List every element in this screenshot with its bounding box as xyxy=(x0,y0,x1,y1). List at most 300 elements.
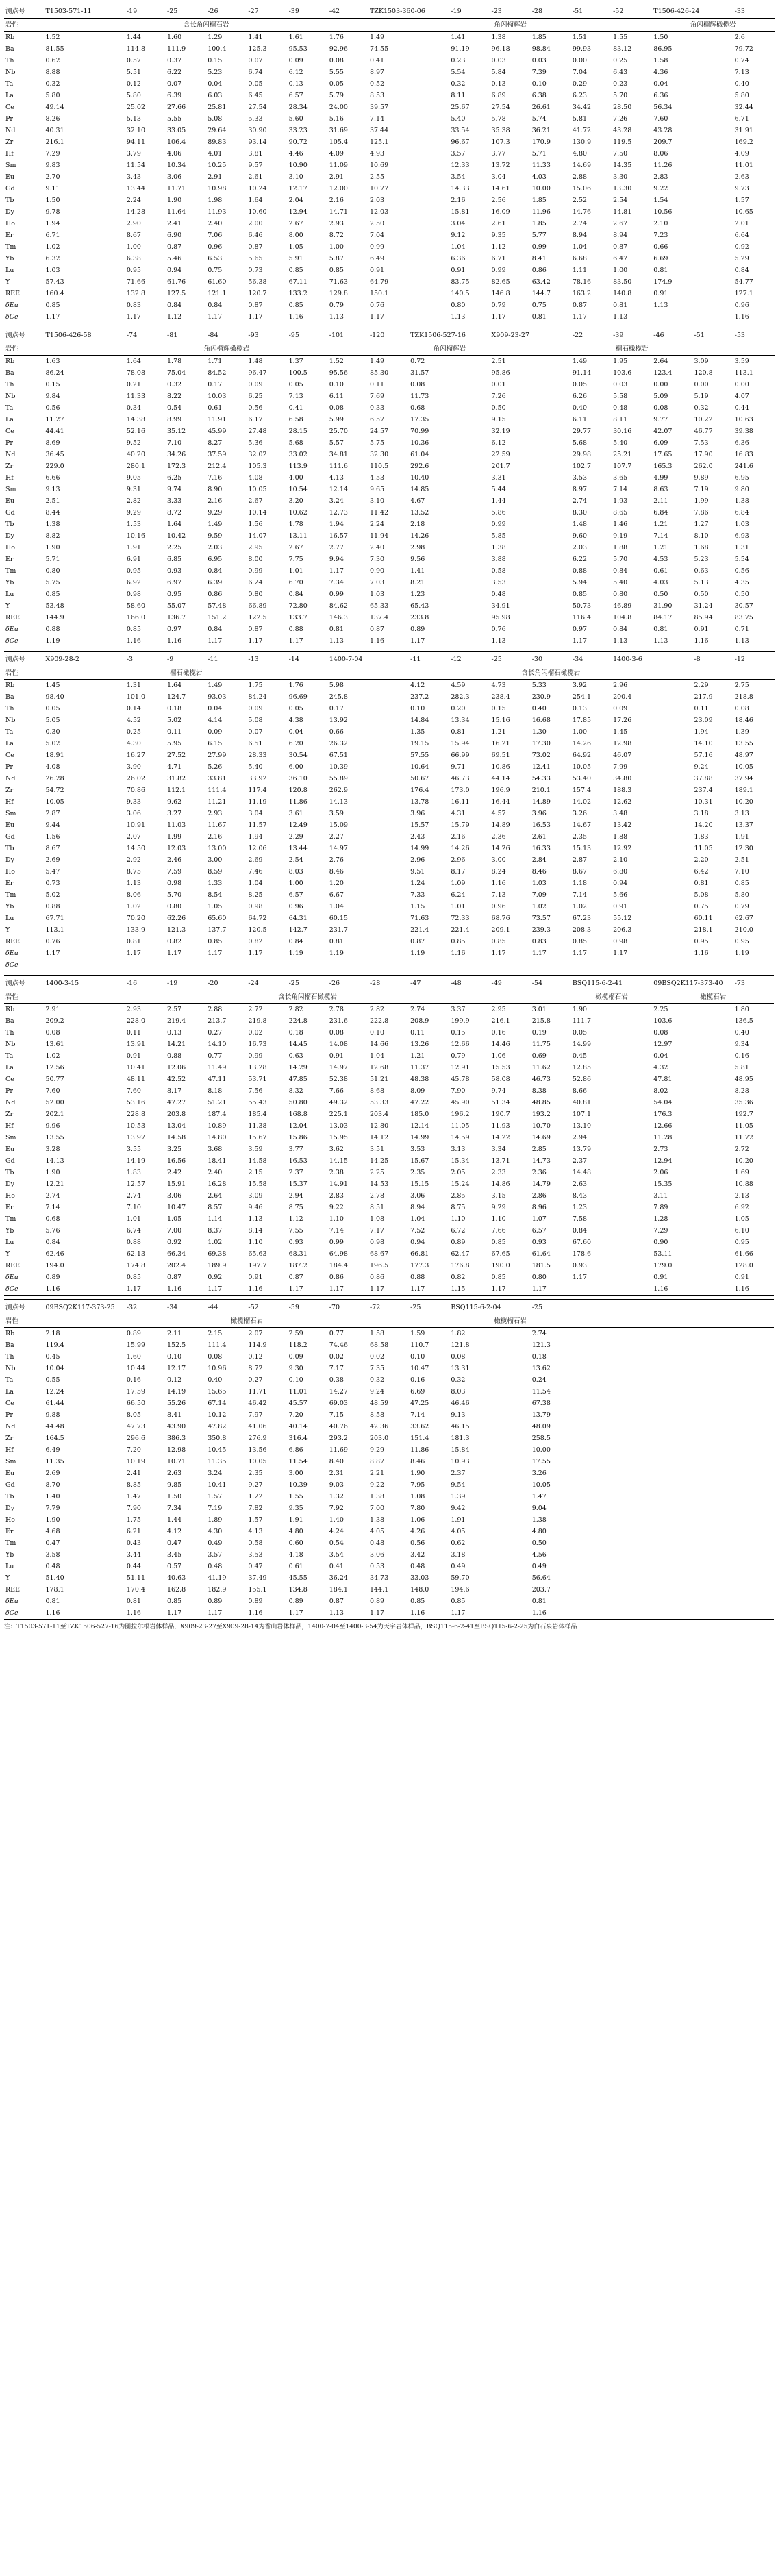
cell-value: 7.04 xyxy=(571,66,612,78)
cell-value: 14.99 xyxy=(571,1039,652,1050)
cell-value: 110.7 xyxy=(409,1339,449,1351)
cell-value: 1.00 xyxy=(571,726,612,738)
cell-value: 6.45 xyxy=(247,90,287,101)
cell-value: 1.17 xyxy=(531,948,571,959)
table-row xyxy=(4,1143,774,1155)
table-row xyxy=(4,1584,774,1596)
cell-value: 16.53 xyxy=(531,819,571,831)
element-label: La xyxy=(4,1062,44,1074)
cell-value: 10.42 xyxy=(166,530,206,542)
sample-id: -11 xyxy=(206,652,247,667)
cell-value: 1.08 xyxy=(409,1491,449,1502)
element-label: δEu xyxy=(4,299,44,311)
cell-value: 111.6 xyxy=(328,460,368,472)
cell-value: 53.71 xyxy=(247,1074,287,1085)
cell-value: 3.96 xyxy=(409,808,449,819)
cell-value: 2.74 xyxy=(531,1328,571,1340)
cell-value: 26.02 xyxy=(125,773,166,784)
cell-value: 120.8 xyxy=(692,367,733,379)
cell-value: 54.04 xyxy=(652,1097,733,1109)
cell-value: 3.79 xyxy=(125,148,166,160)
cell-value: 0.85 xyxy=(166,1596,206,1607)
cell-value: 6.84 xyxy=(733,507,774,519)
cell-value: 350.8 xyxy=(206,1433,247,1444)
cell-value: 2.87 xyxy=(571,854,612,866)
cell-value: 0.81 xyxy=(692,878,733,889)
cell-value: 7.19 xyxy=(692,484,733,495)
cell-value: 40.81 xyxy=(571,1097,652,1109)
filler xyxy=(571,1363,774,1374)
cell-value: 98.84 xyxy=(531,43,571,55)
cell-value: 45.57 xyxy=(288,1398,328,1409)
cell-value: 0.89 xyxy=(409,623,490,635)
element-label: Nb xyxy=(4,1363,44,1374)
cell-value: 5.71 xyxy=(44,554,125,565)
cell-value: 18.91 xyxy=(44,750,125,761)
cell-value: 28.50 xyxy=(612,101,652,113)
cell-value: 60.15 xyxy=(328,913,409,924)
cell-value: 2.69 xyxy=(44,1467,125,1479)
sample-id: -25 xyxy=(166,3,206,19)
cell-value: 6.92 xyxy=(125,577,166,589)
cell-value: 102.7 xyxy=(571,460,612,472)
cell-value: 0.84 xyxy=(206,299,247,311)
cell-value: 1.61 xyxy=(288,32,328,44)
cell-value: 0.81 xyxy=(449,726,490,738)
cell-value: 0.72 xyxy=(409,356,490,368)
cell-value: 7.90 xyxy=(449,1085,490,1097)
cell-value: 1.13 xyxy=(652,299,733,311)
cell-value: 1.45 xyxy=(612,726,692,738)
cell-value: 1.95 xyxy=(612,356,652,368)
filler xyxy=(571,1596,774,1607)
cell-value: 144.7 xyxy=(531,288,571,299)
cell-value: 8.59 xyxy=(206,866,247,878)
cell-value: 0.50 xyxy=(531,1537,571,1549)
cell-value: 3.18 xyxy=(692,808,733,819)
sample-id: T1506-426-58 xyxy=(44,327,125,343)
table-row xyxy=(4,276,774,288)
cell-value: 1.16 xyxy=(44,1607,125,1620)
table-row xyxy=(4,703,774,715)
cell-value: 8.72 xyxy=(247,1363,287,1374)
cell-value: 6.58 xyxy=(288,414,328,425)
cell-value: 13.31 xyxy=(449,1363,530,1374)
cell-value: 4.05 xyxy=(368,1526,409,1537)
cell-value: 14.81 xyxy=(612,206,652,218)
cell-value: 15.81 xyxy=(449,206,490,218)
cell-value: 2.69 xyxy=(247,854,287,866)
cell-value: 0.15 xyxy=(449,1027,490,1039)
cell-value: 8.14 xyxy=(247,1225,287,1237)
cell-value: 1.17 xyxy=(166,1607,206,1620)
cell-value: 3.09 xyxy=(692,356,733,368)
cell-value xyxy=(125,959,166,971)
cell-value: 12.66 xyxy=(652,1120,733,1132)
cell-value: 1.75 xyxy=(125,1514,166,1526)
cell-value: 11.93 xyxy=(206,206,247,218)
filler xyxy=(571,1300,774,1315)
cell-value: 1.16 xyxy=(288,311,328,323)
element-label: Lu xyxy=(4,264,44,276)
cell-value: 231.6 xyxy=(328,1015,368,1027)
cell-value: 1.17 xyxy=(490,1283,531,1296)
sample-id: -81 xyxy=(166,327,206,343)
cell-value: 1.17 xyxy=(328,565,368,577)
rock-type-row xyxy=(4,667,774,680)
cell-value: 11.54 xyxy=(125,160,166,171)
cell-value: 9.77 xyxy=(652,414,692,425)
cell-value: 3.77 xyxy=(288,1143,328,1155)
element-label: Nd xyxy=(4,125,44,136)
cell-value: 30.54 xyxy=(288,750,328,761)
cell-value: 81.55 xyxy=(44,43,125,55)
cell-value: 11.35 xyxy=(44,1456,125,1467)
cell-value: 6.12 xyxy=(288,66,328,78)
cell-value: 4.05 xyxy=(449,1526,530,1537)
cell-value: 1.11 xyxy=(571,264,612,276)
cell-value: 6.93 xyxy=(733,530,774,542)
cell-value: 9.52 xyxy=(125,437,166,449)
cell-value: 5.44 xyxy=(490,484,571,495)
cell-value: 0.08 xyxy=(328,1027,368,1039)
cell-value: 6.47 xyxy=(612,253,652,264)
cell-value: 0.85 xyxy=(328,264,368,276)
cell-value: 9.29 xyxy=(490,1202,531,1213)
cell-value: 8.37 xyxy=(206,1225,247,1237)
cell-value: 0.91 xyxy=(692,623,733,635)
table-row xyxy=(4,530,774,542)
cell-value: 12.14 xyxy=(409,1120,449,1132)
cell-value: 7.20 xyxy=(288,1409,328,1421)
cell-value: 53.33 xyxy=(368,1097,409,1109)
cell-value: 2.92 xyxy=(125,854,166,866)
cell-value: 0.85 xyxy=(206,936,247,948)
cell-value xyxy=(409,959,449,971)
cell-value: 13.97 xyxy=(125,1132,166,1143)
cell-value: 0.84 xyxy=(612,565,652,577)
filler xyxy=(571,1386,774,1398)
cell-value: 6.84 xyxy=(652,507,692,519)
cell-value: 111.9 xyxy=(166,43,206,55)
cell-value: 19.15 xyxy=(409,738,449,750)
cell-value: 1.17 xyxy=(206,1607,247,1620)
rock-label: 岩性 xyxy=(4,1315,44,1328)
cell-value: 46.73 xyxy=(449,773,490,784)
table-row xyxy=(4,113,774,125)
cell-value: 1.90 xyxy=(44,542,125,554)
cell-value: 0.85 xyxy=(733,878,774,889)
sample-id: -84 xyxy=(206,327,247,343)
cell-value: 0.23 xyxy=(612,78,652,90)
cell-value: 2.72 xyxy=(247,1004,287,1016)
cell-value: 14.91 xyxy=(328,1178,368,1190)
cell-value: 1.17 xyxy=(288,1283,328,1296)
cell-value: 13.55 xyxy=(733,738,774,750)
cell-value: 2.84 xyxy=(531,854,571,866)
cell-value: 11.73 xyxy=(409,391,490,402)
cell-value: 9.83 xyxy=(44,160,125,171)
cell-value: 1.17 xyxy=(206,635,247,647)
cell-value: 1.17 xyxy=(490,311,531,323)
cell-value: 56.38 xyxy=(247,276,287,288)
cell-value: 43.28 xyxy=(612,125,652,136)
cell-value: 6.32 xyxy=(44,253,125,264)
cell-value: 16.53 xyxy=(288,1155,328,1167)
cell-value: 13.55 xyxy=(44,1132,125,1143)
filler xyxy=(571,1339,774,1351)
table-row xyxy=(4,1363,774,1374)
cell-value: 5.60 xyxy=(288,113,328,125)
cell-value: 296.6 xyxy=(125,1433,166,1444)
table-row xyxy=(4,1109,774,1120)
cell-value: 9.31 xyxy=(125,484,166,495)
cell-value: 2.75 xyxy=(733,680,774,692)
cell-value: 9.60 xyxy=(571,530,612,542)
rock-label: 岩性 xyxy=(4,667,44,680)
cell-value: 79.72 xyxy=(733,43,774,55)
cell-value: 44.14 xyxy=(490,773,531,784)
cell-value: 2.18 xyxy=(409,519,490,530)
cell-value: 0.12 xyxy=(125,78,166,90)
cell-value: 1.55 xyxy=(612,32,652,44)
cell-value: 32.02 xyxy=(247,449,287,460)
cell-value: 6.71 xyxy=(733,113,774,125)
cell-value: 2.69 xyxy=(44,854,125,866)
rock-type: 角闪榴辉橄榄岩 xyxy=(44,343,409,356)
cell-value xyxy=(206,959,247,971)
cell-value: 5.80 xyxy=(733,889,774,901)
cell-value: 11.54 xyxy=(531,1386,571,1398)
sample-id: -9 xyxy=(166,652,206,667)
cell-value: 0.81 xyxy=(612,299,652,311)
cell-value: 2.85 xyxy=(531,1143,571,1155)
cell-value: 72.80 xyxy=(288,600,328,612)
cell-value: 0.33 xyxy=(368,402,409,414)
cell-value: 185.4 xyxy=(247,1109,287,1120)
sample-id: -12 xyxy=(733,652,774,667)
cell-value: 1.53 xyxy=(125,519,166,530)
cell-value: 8.68 xyxy=(368,1085,409,1097)
cell-value: 133.9 xyxy=(125,924,166,936)
cell-value: 8.28 xyxy=(733,1085,774,1097)
cell-value: 12.49 xyxy=(288,819,328,831)
cell-value: 10.19 xyxy=(125,1456,166,1467)
cell-value: 1.90 xyxy=(44,1514,125,1526)
cell-value: 22.59 xyxy=(490,449,571,460)
cell-value: 11.03 xyxy=(166,819,206,831)
cell-value: 4.59 xyxy=(449,680,490,692)
cell-value: 6.71 xyxy=(490,253,531,264)
cell-value: 0.07 xyxy=(166,78,206,90)
cell-value: 0.88 xyxy=(44,901,125,913)
cell-value: 0.27 xyxy=(206,1027,247,1039)
cell-value: 5.55 xyxy=(166,113,206,125)
table-row xyxy=(4,948,774,959)
cell-value: 0.30 xyxy=(44,726,125,738)
cell-value: 1.16 xyxy=(531,1607,571,1620)
table-row xyxy=(4,230,774,241)
cell-value: 13.61 xyxy=(44,1039,125,1050)
cell-value: 1.49 xyxy=(206,519,247,530)
cell-value: 174.8 xyxy=(125,1260,166,1272)
cell-value: 11.01 xyxy=(288,1386,328,1398)
cell-value: 199.9 xyxy=(449,1015,490,1027)
cell-value: 5.40 xyxy=(247,761,287,773)
cell-value: 48.09 xyxy=(531,1421,571,1433)
cell-value: 1.76 xyxy=(288,680,328,692)
cell-value: 1.33 xyxy=(206,878,247,889)
cell-value: 0.74 xyxy=(733,55,774,66)
cell-value: 0.85 xyxy=(288,264,328,276)
cell-value: 48.59 xyxy=(368,1398,409,1409)
cell-value: 17.85 xyxy=(571,715,612,726)
cell-value: 66.50 xyxy=(125,1398,166,1409)
cell-value: 4.13 xyxy=(328,472,368,484)
cell-value: 0.99 xyxy=(368,241,449,253)
cell-value: 25.02 xyxy=(125,101,166,113)
element-label: δCe xyxy=(4,959,44,971)
sample-id: X909-23-27 xyxy=(490,327,571,343)
cell-value: 1.13 xyxy=(328,1607,368,1620)
sample-id: -51 xyxy=(571,3,612,19)
cell-value: 10.05 xyxy=(531,1479,571,1491)
cell-value: 8.75 xyxy=(449,1202,490,1213)
cell-value: 0.94 xyxy=(409,1237,449,1248)
cell-value: 0.87 xyxy=(571,299,612,311)
cell-value: 130.9 xyxy=(571,136,612,148)
cell-value: 0.52 xyxy=(368,78,449,90)
cell-value: 3.77 xyxy=(490,148,531,160)
cell-value: 47.11 xyxy=(206,1074,247,1085)
cell-value: 237.4 xyxy=(692,784,733,796)
cell-value: 119.4 xyxy=(44,1339,125,1351)
cell-value: 42.36 xyxy=(368,1421,409,1433)
cell-value: 137.7 xyxy=(206,924,247,936)
cell-value: 0.96 xyxy=(733,299,774,311)
cell-value: 0.81 xyxy=(531,311,571,323)
cell-value: 7.60 xyxy=(44,1085,125,1097)
sample-id: -25 xyxy=(409,1300,449,1315)
filler xyxy=(571,1351,774,1363)
cell-value: 5.54 xyxy=(449,66,490,78)
cell-value: 1.28 xyxy=(652,1213,733,1225)
cell-value: 0.16 xyxy=(125,1374,166,1386)
cell-value: 120.7 xyxy=(247,288,287,299)
cell-value: 3.33 xyxy=(166,495,206,507)
cell-value: 15.57 xyxy=(409,819,449,831)
cell-value: 0.08 xyxy=(44,1027,125,1039)
sample-id: -74 xyxy=(125,327,166,343)
cell-value: 27.54 xyxy=(247,101,287,113)
cell-value: 11.91 xyxy=(206,414,247,425)
cell-value: 0.29 xyxy=(571,78,612,90)
sample-id: -25 xyxy=(490,652,531,667)
header-label: 测点号 xyxy=(4,1300,44,1315)
cell-value: 2.91 xyxy=(44,1004,125,1016)
cell-value: 0.99 xyxy=(328,1237,368,1248)
cell-value: 7.13 xyxy=(733,66,774,78)
cell-value: 14.33 xyxy=(449,183,490,195)
cell-value: 63.42 xyxy=(531,276,571,288)
cell-value: 0.81 xyxy=(44,1596,125,1607)
cell-value: 0.84 xyxy=(206,565,247,577)
cell-value: 229.0 xyxy=(44,460,125,472)
table-row xyxy=(4,623,774,635)
cell-value: 14.76 xyxy=(571,206,612,218)
cell-value: 107.7 xyxy=(612,460,652,472)
cell-value: 62.46 xyxy=(44,1248,125,1260)
cell-value: 6.57 xyxy=(531,1225,571,1237)
cell-value: 129.8 xyxy=(328,288,368,299)
cell-value: 8.11 xyxy=(449,90,490,101)
cell-value: 1.17 xyxy=(409,1283,449,1296)
cell-value: 8.43 xyxy=(571,1190,652,1202)
cell-value: 6.46 xyxy=(247,230,287,241)
cell-value: 1.50 xyxy=(652,32,733,44)
cell-value: 4.18 xyxy=(288,1549,328,1561)
cell-value: 1.17 xyxy=(571,948,612,959)
cell-value: 8.94 xyxy=(409,1202,449,1213)
cell-value: 10.39 xyxy=(328,761,409,773)
cell-value: 5.36 xyxy=(247,437,287,449)
cell-value: 4.09 xyxy=(328,148,368,160)
table-row xyxy=(4,1237,774,1248)
cell-value: 1.75 xyxy=(247,680,287,692)
cell-value: 10.31 xyxy=(692,796,733,808)
cell-value: 33.62 xyxy=(409,1421,449,1433)
element-label: La xyxy=(4,90,44,101)
cell-value: 8.41 xyxy=(166,1409,206,1421)
cell-value: 6.10 xyxy=(733,1225,774,1237)
cell-value: 2.25 xyxy=(166,542,206,554)
element-label: Yb xyxy=(4,1549,44,1561)
cell-value: 0.99 xyxy=(247,1050,287,1062)
cell-value: 69.51 xyxy=(490,750,531,761)
cell-value: 2.93 xyxy=(328,218,368,230)
cell-value: 2.95 xyxy=(490,1004,531,1016)
cell-value: 293.2 xyxy=(328,1433,368,1444)
cell-value: 1.99 xyxy=(692,495,733,507)
table-row xyxy=(4,715,774,726)
cell-value: 33.92 xyxy=(247,773,287,784)
cell-value: 197.7 xyxy=(247,1260,287,1272)
cell-value: 3.31 xyxy=(490,472,571,484)
cell-value: 8.99 xyxy=(166,414,206,425)
cell-value: 10.14 xyxy=(247,507,287,519)
table-row xyxy=(4,391,774,402)
cell-value: 0.91 xyxy=(733,1272,774,1283)
cell-value: 8.41 xyxy=(531,253,571,264)
cell-value: 1.38 xyxy=(490,542,571,554)
cell-value: 61.76 xyxy=(166,276,206,288)
cell-value: 11.42 xyxy=(368,507,409,519)
cell-value: 1.51 xyxy=(571,32,612,44)
cell-value: 0.63 xyxy=(692,565,733,577)
cell-value: 386.3 xyxy=(166,1433,206,1444)
cell-value: 10.04 xyxy=(44,1363,125,1374)
sample-id: -52 xyxy=(612,3,652,19)
cell-value: 2.83 xyxy=(328,1190,368,1202)
cell-value: 6.12 xyxy=(490,437,571,449)
cell-value: 14.29 xyxy=(288,1062,328,1074)
cell-value: 11.05 xyxy=(733,1120,774,1132)
cell-value: 0.04 xyxy=(652,78,733,90)
sample-id: -34 xyxy=(166,1300,206,1315)
element-label: Zr xyxy=(4,784,44,796)
cell-value: 0.03 xyxy=(612,379,652,391)
cell-value: 114.8 xyxy=(125,43,166,55)
